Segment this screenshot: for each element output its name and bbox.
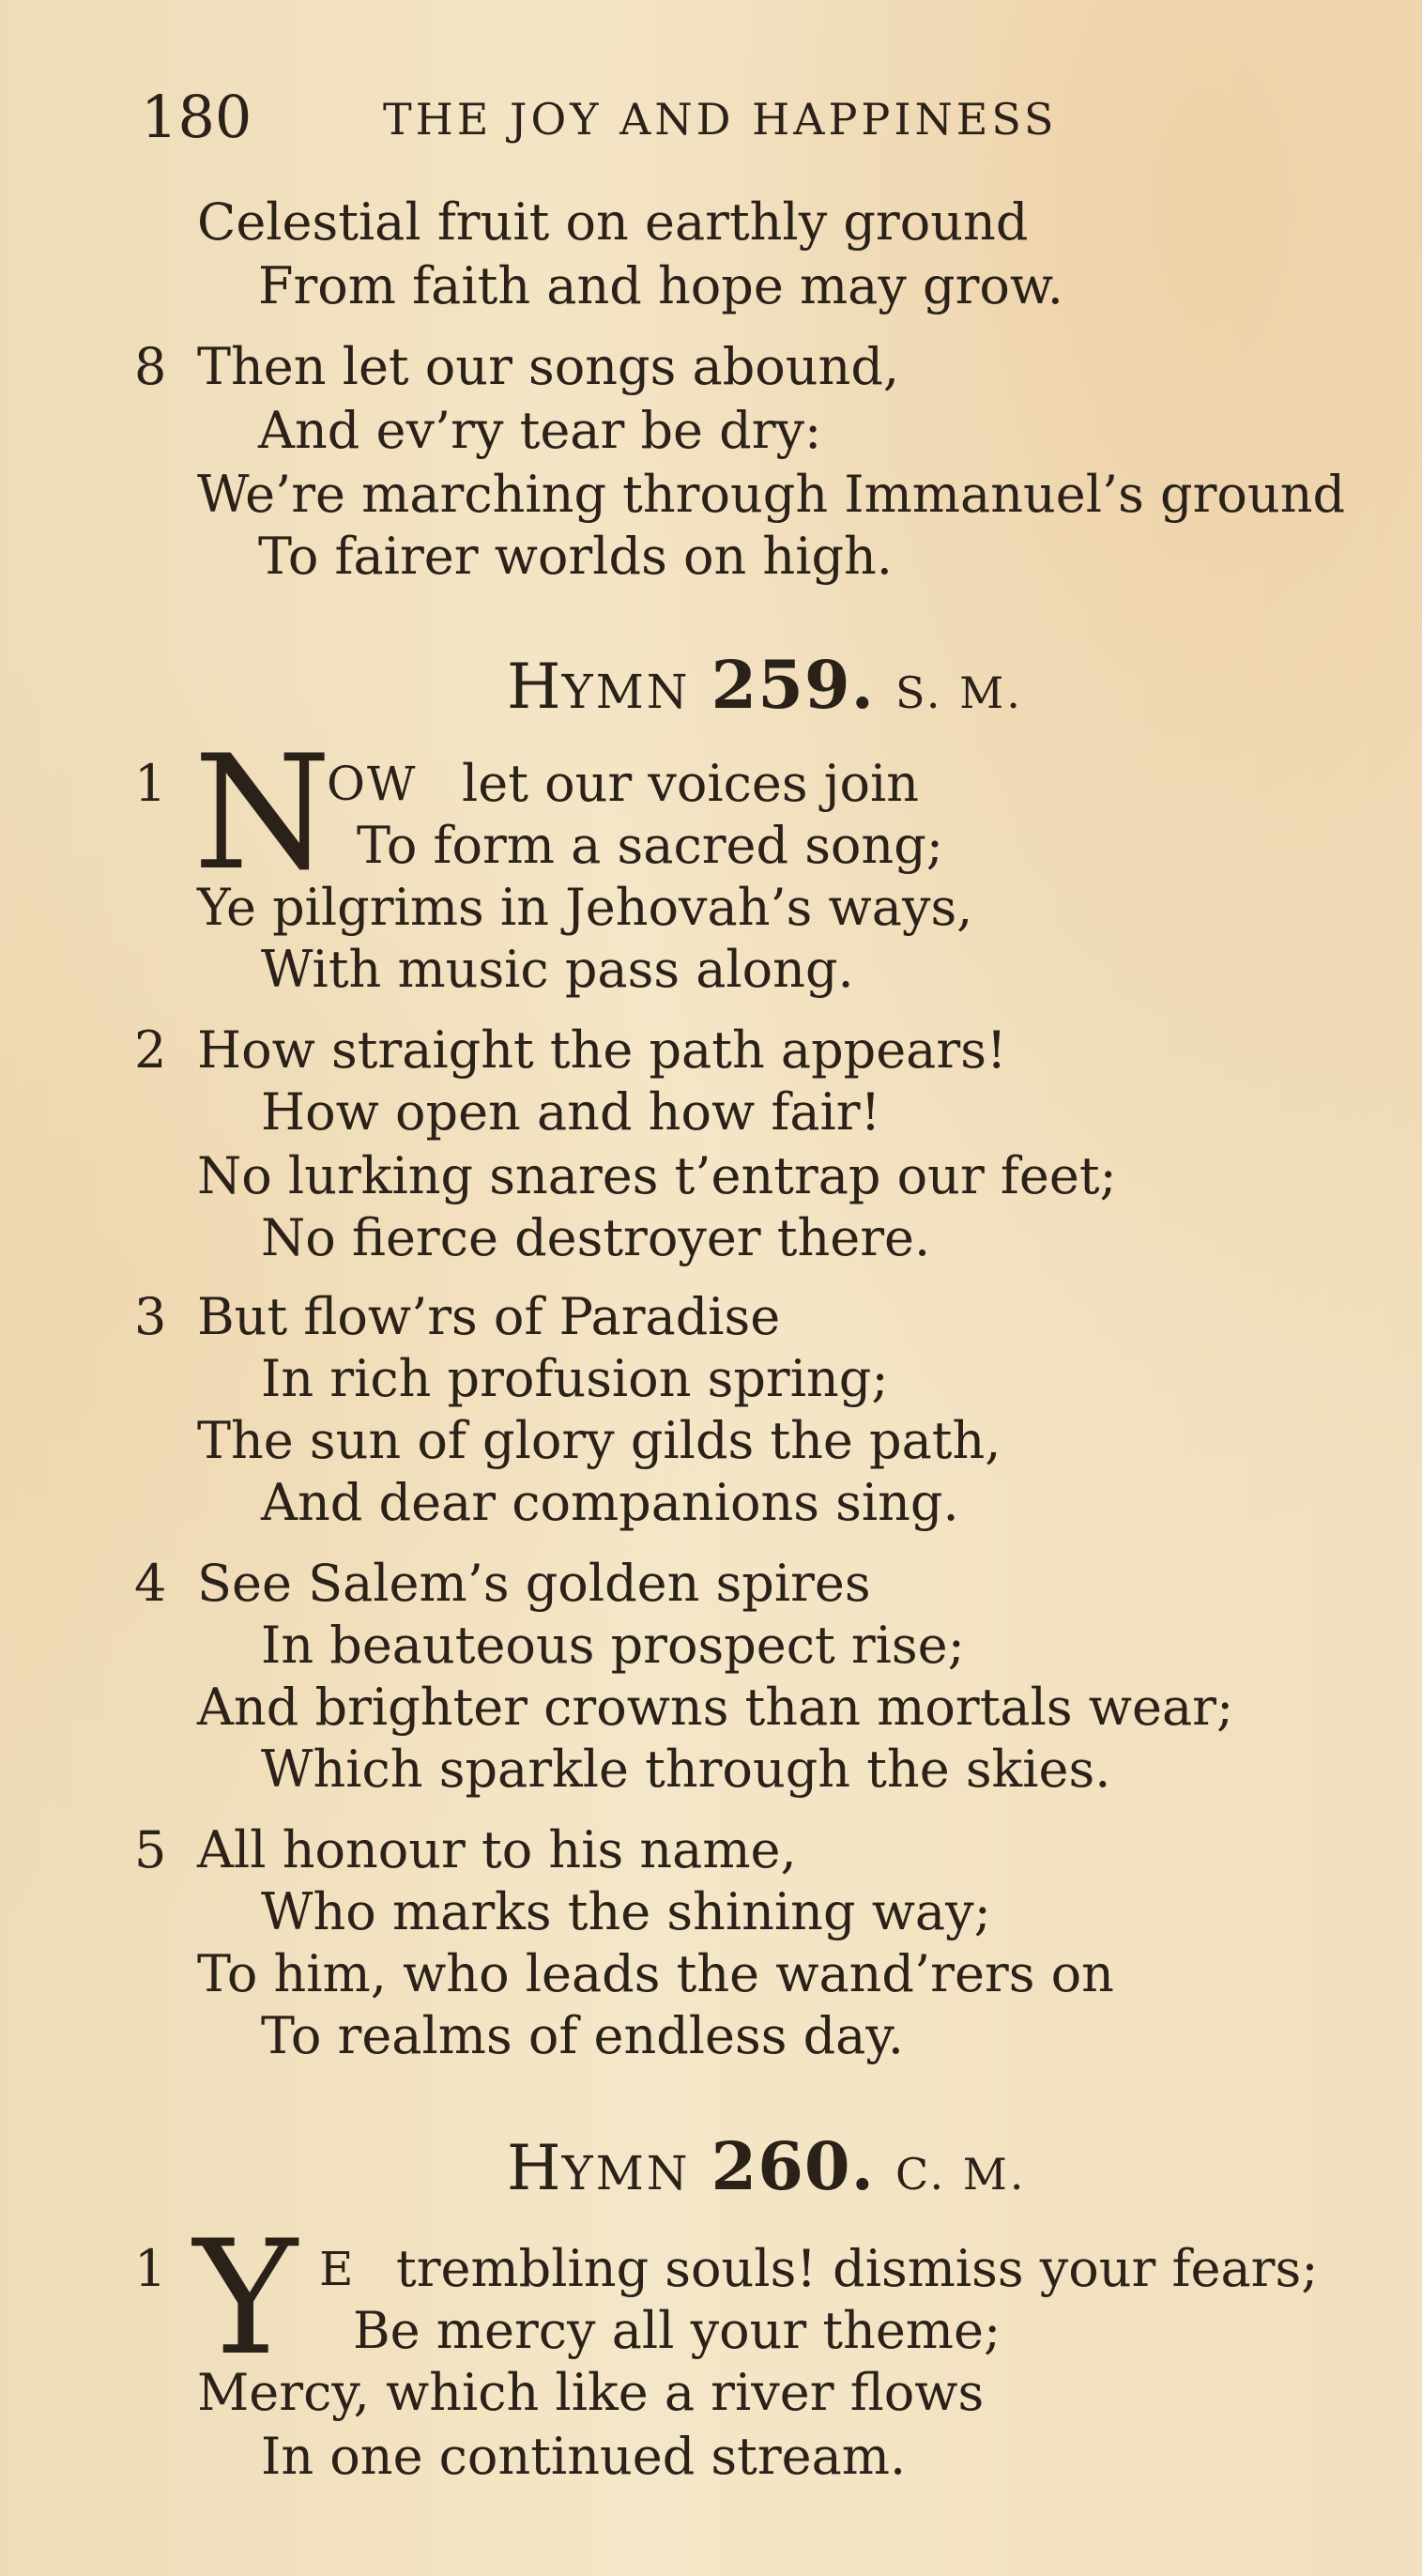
first-word-caps: E xyxy=(319,2242,356,2296)
hymn-title-smallcaps: YMN xyxy=(561,2146,691,2200)
page-number: 180 xyxy=(141,83,252,151)
verse-line: In rich profusion spring; xyxy=(261,1349,889,1408)
verse-line: Then let our songs abound, xyxy=(197,337,900,396)
stanza-number: 4 xyxy=(134,1554,167,1613)
first-word-caps: OW xyxy=(327,757,418,811)
verse-line: No fierce destroyer there. xyxy=(261,1208,931,1267)
verse-line: In one continued stream. xyxy=(261,2427,907,2486)
drop-cap: Y xyxy=(193,2206,298,2390)
verse-line: To him, who leads the wand’rers on xyxy=(197,1944,1114,2003)
verse-line: In beauteous prospect rise; xyxy=(261,1616,965,1675)
verse-line: The sun of glory gilds the path, xyxy=(197,1411,1002,1470)
hymn-meter: C. M. xyxy=(895,2149,1027,2200)
stanza-number: 2 xyxy=(134,1020,167,1080)
verse-line: With music pass along. xyxy=(261,940,854,999)
stanza-number: 8 xyxy=(134,337,167,396)
verse-line: And dear companions sing. xyxy=(261,1473,959,1532)
verse-line: To realms of endless day. xyxy=(261,2006,904,2065)
verse-line: Mercy, which like a river flows xyxy=(197,2363,985,2422)
hymn-number: 260. xyxy=(711,2127,876,2205)
hymn-title-smallcaps: YMN xyxy=(561,665,691,719)
hymn-260-title xyxy=(507,2127,1027,2205)
verse-line: From faith and hope may grow. xyxy=(258,256,1063,315)
verse-line: To fairer worlds on high. xyxy=(258,527,893,586)
hymn-title-initial: H xyxy=(507,651,562,723)
hymn-259-title xyxy=(507,646,1023,724)
stanza-number: 5 xyxy=(134,1820,167,1879)
verse-line: Celestial fruit on earthly ground xyxy=(197,192,1029,252)
verse-line: No lurking snares t’entrap our feet; xyxy=(197,1146,1117,1205)
hymn-title-initial: H xyxy=(507,2132,562,2204)
verse-line: Which sparkle through the skies. xyxy=(261,1740,1111,1799)
hymn-meter: S. M. xyxy=(895,667,1023,718)
stanza-number: 1 xyxy=(134,2239,167,2298)
verse-line: Who marks the shining way; xyxy=(261,1882,991,1941)
verse-line: let our voices join xyxy=(462,754,920,813)
verse-line: How straight the path appears! xyxy=(197,1020,1007,1080)
verse-line: And ev’ry tear be dry: xyxy=(258,401,822,460)
verse-line: See Salem’s golden spires xyxy=(197,1554,871,1613)
verse-line: Be mercy all your theme; xyxy=(353,2301,1002,2360)
stanza-number: 3 xyxy=(134,1287,167,1346)
verse-line: All honour to his name, xyxy=(197,1820,797,1879)
verse-line: trembling souls! dismiss your fears; xyxy=(396,2239,1319,2298)
verse-line: How open and how fair! xyxy=(261,1082,881,1142)
verse-line: But flow’rs of Paradise xyxy=(197,1287,781,1346)
verse-line: And brighter crowns than mortals wear; xyxy=(197,1678,1234,1737)
verse-line: Ye pilgrims in Jehovah’s ways, xyxy=(197,878,973,937)
verse-line: To form a sacred song; xyxy=(357,816,943,875)
drop-cap: N xyxy=(193,721,331,905)
stanza-number: 1 xyxy=(134,754,167,813)
running-title: THE JOY AND HAPPINESS xyxy=(383,94,1058,145)
hymn-number: 259. xyxy=(711,646,876,724)
verse-line: We’re marching through Immanuel’s ground xyxy=(197,465,1346,524)
